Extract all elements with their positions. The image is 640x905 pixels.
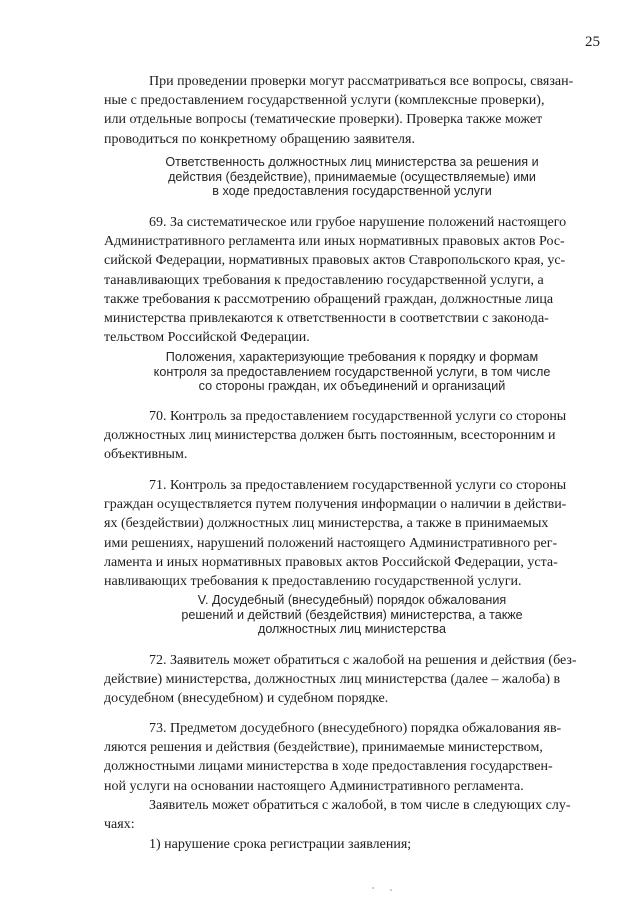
text-line: тельством Российской Федерации. bbox=[104, 330, 310, 346]
paragraph-text bbox=[104, 407, 600, 465]
text-line: объективным. bbox=[104, 447, 188, 463]
text-line: ях (бездействии) должностных лиц министерства, а также в принимаемых bbox=[104, 516, 549, 532]
list-item-1 bbox=[104, 835, 600, 854]
heading-line: V. Досудебный (внесудебный) порядок обжалования bbox=[197, 593, 507, 607]
paragraph-73 bbox=[104, 719, 600, 796]
text-line: танавливающих требования к предоставлению государственной услуги, а bbox=[104, 272, 544, 288]
paragraph-text bbox=[104, 719, 600, 796]
text-line: министерства привлекаются к ответственности в соответствии с законода- bbox=[104, 311, 549, 327]
text-line: также требования к рассмотрению обращений граждан, должностные лица bbox=[104, 291, 554, 307]
text-line: 1) нарушение срока регистрации заявления; bbox=[149, 837, 412, 852]
paragraph-71 bbox=[104, 476, 600, 591]
text-line: должностных лиц министерства должен быть постоянным, всесторонним и bbox=[104, 428, 556, 444]
text-line: 72. Заявитель может обратиться с жалобой на решения и действия (без- bbox=[149, 653, 577, 668]
heading-line: контроля за предоставлением государственной услуги, в том числе bbox=[153, 364, 551, 379]
paragraph-text bbox=[104, 72, 600, 149]
section-heading-section-v bbox=[104, 593, 600, 637]
text-line: должностными лицами министерства в ходе предоставления государствен- bbox=[104, 759, 553, 775]
text-line: граждан осуществляется путем получения информации о наличии в действи- bbox=[104, 497, 567, 513]
text-line: 73. Предметом досудебного (внесудебного) порядка обжалования яв- bbox=[149, 721, 562, 736]
heading-line: со стороны граждан, их объединений и организаций bbox=[198, 379, 506, 393]
heading-line: решений и действий (бездействия) министерства, а также bbox=[181, 607, 523, 622]
paragraph-text bbox=[104, 835, 600, 854]
heading-line: Положения, характеризующие требования к порядку и формам bbox=[165, 350, 539, 364]
text-line: навливающих требования к предоставлению государственной услуги. bbox=[104, 574, 522, 590]
page-number: 25 bbox=[585, 34, 600, 50]
text-line: ные с предоставлением государственной услуги (комплексные проверки), bbox=[104, 93, 545, 109]
text-line: действие) министерства, должностных лиц министерства (далее – жалоба) в bbox=[104, 672, 561, 688]
text-line: проводиться по конкретному обращению заявителя. bbox=[104, 131, 415, 147]
text-line: При проведении проверки могут рассматриваться все вопросы, связан- bbox=[149, 74, 574, 89]
paragraph-text bbox=[104, 796, 600, 834]
text-line: чаях: bbox=[104, 817, 135, 833]
text-line: 71. Контроль за предоставлением государственной услуги со стороны bbox=[149, 478, 567, 493]
text-line: 69. За систематическое или грубое нарушение положений настоящего bbox=[149, 215, 567, 230]
paragraph-inspection-scope bbox=[104, 72, 600, 149]
paragraph-text bbox=[104, 476, 600, 591]
section-heading-responsibility bbox=[104, 155, 600, 199]
text-line: ими решениях, нарушений положений настоящего Административного рег- bbox=[104, 535, 558, 551]
paragraph-72 bbox=[104, 651, 600, 709]
paragraph-text bbox=[104, 213, 600, 347]
text-line: ламента и иных нормативных правовых актов Российской Федерации, уста- bbox=[104, 554, 558, 570]
text-line: досудебном (внесудебном) и судебном порядке. bbox=[104, 691, 389, 707]
heading-line: в ходе предоставления государственной услуги bbox=[212, 184, 492, 198]
paragraph-69 bbox=[104, 213, 600, 347]
heading-line: Ответственность должностных лиц министерства за решения и bbox=[165, 155, 539, 169]
scan-speck bbox=[390, 889, 392, 891]
heading-line: должностных лиц министерства bbox=[257, 622, 446, 636]
text-line: ной услуги на основании настоящего Административного регламента. bbox=[104, 778, 524, 794]
text-line: Административного регламента или иных нормативных правовых актов Рос- bbox=[104, 234, 565, 250]
heading-line: действия (бездействие), принимаемые (осуществляемые) ими bbox=[168, 169, 536, 184]
paragraph-70 bbox=[104, 407, 600, 465]
paragraph-text bbox=[104, 651, 600, 709]
text-line: Заявитель может обратиться с жалобой, в том числе в следующих слу- bbox=[149, 798, 571, 813]
text-line: 70. Контроль за предоставлением государственной услуги со стороны bbox=[149, 409, 567, 424]
scan-speck bbox=[372, 887, 374, 889]
text-line: или отдельные вопросы (тематические проверки). Проверка также может bbox=[104, 112, 543, 128]
text-line: сийской Федерации, нормативных правовых актов Ставропольского края, ус- bbox=[104, 253, 566, 269]
text-line: ляются решения и действия (бездействие), принимаемые министерством, bbox=[104, 740, 543, 756]
section-heading-control bbox=[104, 350, 600, 394]
paragraph-complaint-cases bbox=[104, 796, 600, 834]
